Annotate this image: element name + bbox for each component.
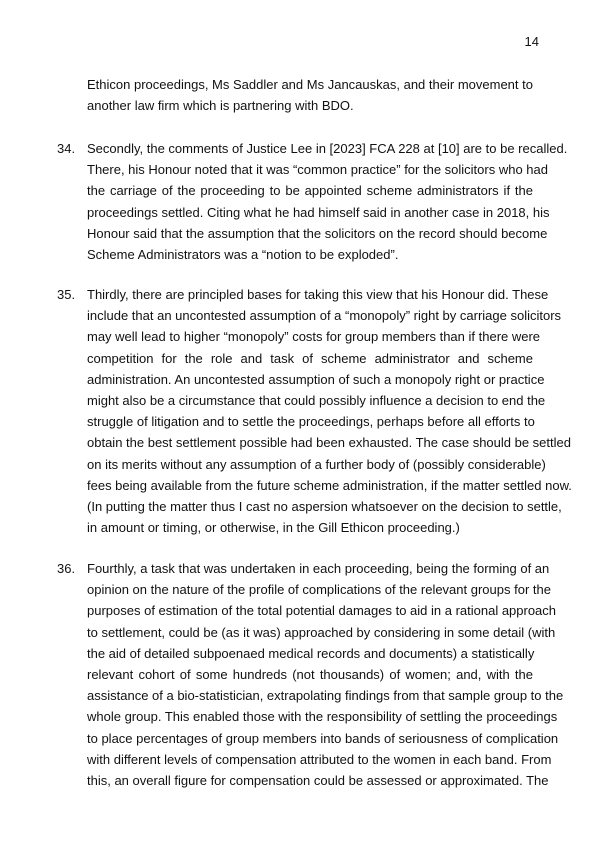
text-line: to place percentages of group members into bands of seriousness of complication [87, 730, 559, 746]
text-line: on its merits without any assumption of a further body of (possibly considerable) [87, 456, 546, 472]
text-line: the aid of detailed subpoenaed medical records and documents) a statistically [87, 645, 535, 661]
text-line: may well lead to higher “monopoly” costs for group members than if there were [87, 329, 541, 345]
paragraph-number: 35. [57, 287, 76, 302]
text-line: to settlement, could be (as it was) approached by considering in some detail (with [87, 624, 556, 640]
text-line: opinion on the nature of the profile of complications of the relevant groups for the [87, 582, 551, 598]
paragraph-text [87, 74, 533, 116]
text-line: relevant cohort of some hundreds (not thousands) of women; and, with the [87, 667, 533, 683]
text-line: Secondly, the comments of Justice Lee in [2023] FCA 228 at [10] are to be recalled. [87, 141, 568, 156]
text-line: competition for the role and task of scheme administrator and scheme [87, 350, 533, 366]
text-line: this, an overall figure for compensation could be assessed or approximated. The [87, 773, 549, 789]
text-line: whole group. This enabled those with the responsibility of settling the proceedings [87, 709, 558, 725]
text-line: Fourthly, a task that was undertaken in each proceeding, being the forming of an [87, 561, 550, 576]
text-line: include that an uncontested assumption of a “monopoly” right by carriage solicitors [87, 308, 562, 324]
text-line: fees being available from the future scheme administration, if the matter settled now. [87, 477, 572, 493]
paragraph-number: 36. [57, 561, 76, 576]
text-line: Scheme Administrators was a “notion to be exploded”. [87, 247, 399, 263]
text-line: another law firm which is partnering with BDO. [87, 98, 354, 114]
text-line: There, his Honour noted that it was “common practice” for the solicitors who had [87, 162, 548, 178]
page-number: 14 [524, 34, 539, 49]
text-line: purposes of estimation of the total potential damages to aid in a rational approach [87, 603, 557, 619]
text-line: obtain the best settlement possible had been exhausted. The case should be settled [87, 435, 571, 451]
text-line: Honour said that the assumption that the solicitors on the record should become [87, 225, 548, 241]
paragraph-number: 34. [57, 141, 76, 156]
text-line: Ethicon proceedings, Ms Saddler and Ms Jancauskas, and their movement to [87, 77, 533, 92]
text-line: proceedings settled. Citing what he had himself said in another case in 2018, his [87, 204, 550, 220]
paragraph-text [87, 558, 564, 791]
text-line: struggle of litigation and to settle the proceedings, perhaps before all efforts to [87, 414, 535, 430]
text-line: with different levels of compensation attributed to the women in each band. From [87, 751, 552, 767]
text-line: (In putting the matter thus I cast no aspersion whatsoever on the decision to settle, [87, 499, 562, 515]
text-line: the carriage of the proceeding to be appointed scheme administrators if the [87, 183, 533, 199]
text-line: might also be a circumstance that could possibly influence a decision to end the [87, 393, 546, 409]
text-line: administration. An uncontested assumption of such a monopoly right or practice [87, 371, 545, 387]
text-line: assistance of a bio-statistician, extrapolating findings from that sample group to the [87, 688, 564, 704]
paragraph-text [87, 138, 568, 265]
text-line: in amount or timing, or otherwise, in the Gill Ethicon proceeding.) [87, 520, 460, 536]
paragraph-text [87, 284, 572, 538]
text-line: Thirdly, there are principled bases for taking this view that his Honour did. These [87, 287, 549, 302]
